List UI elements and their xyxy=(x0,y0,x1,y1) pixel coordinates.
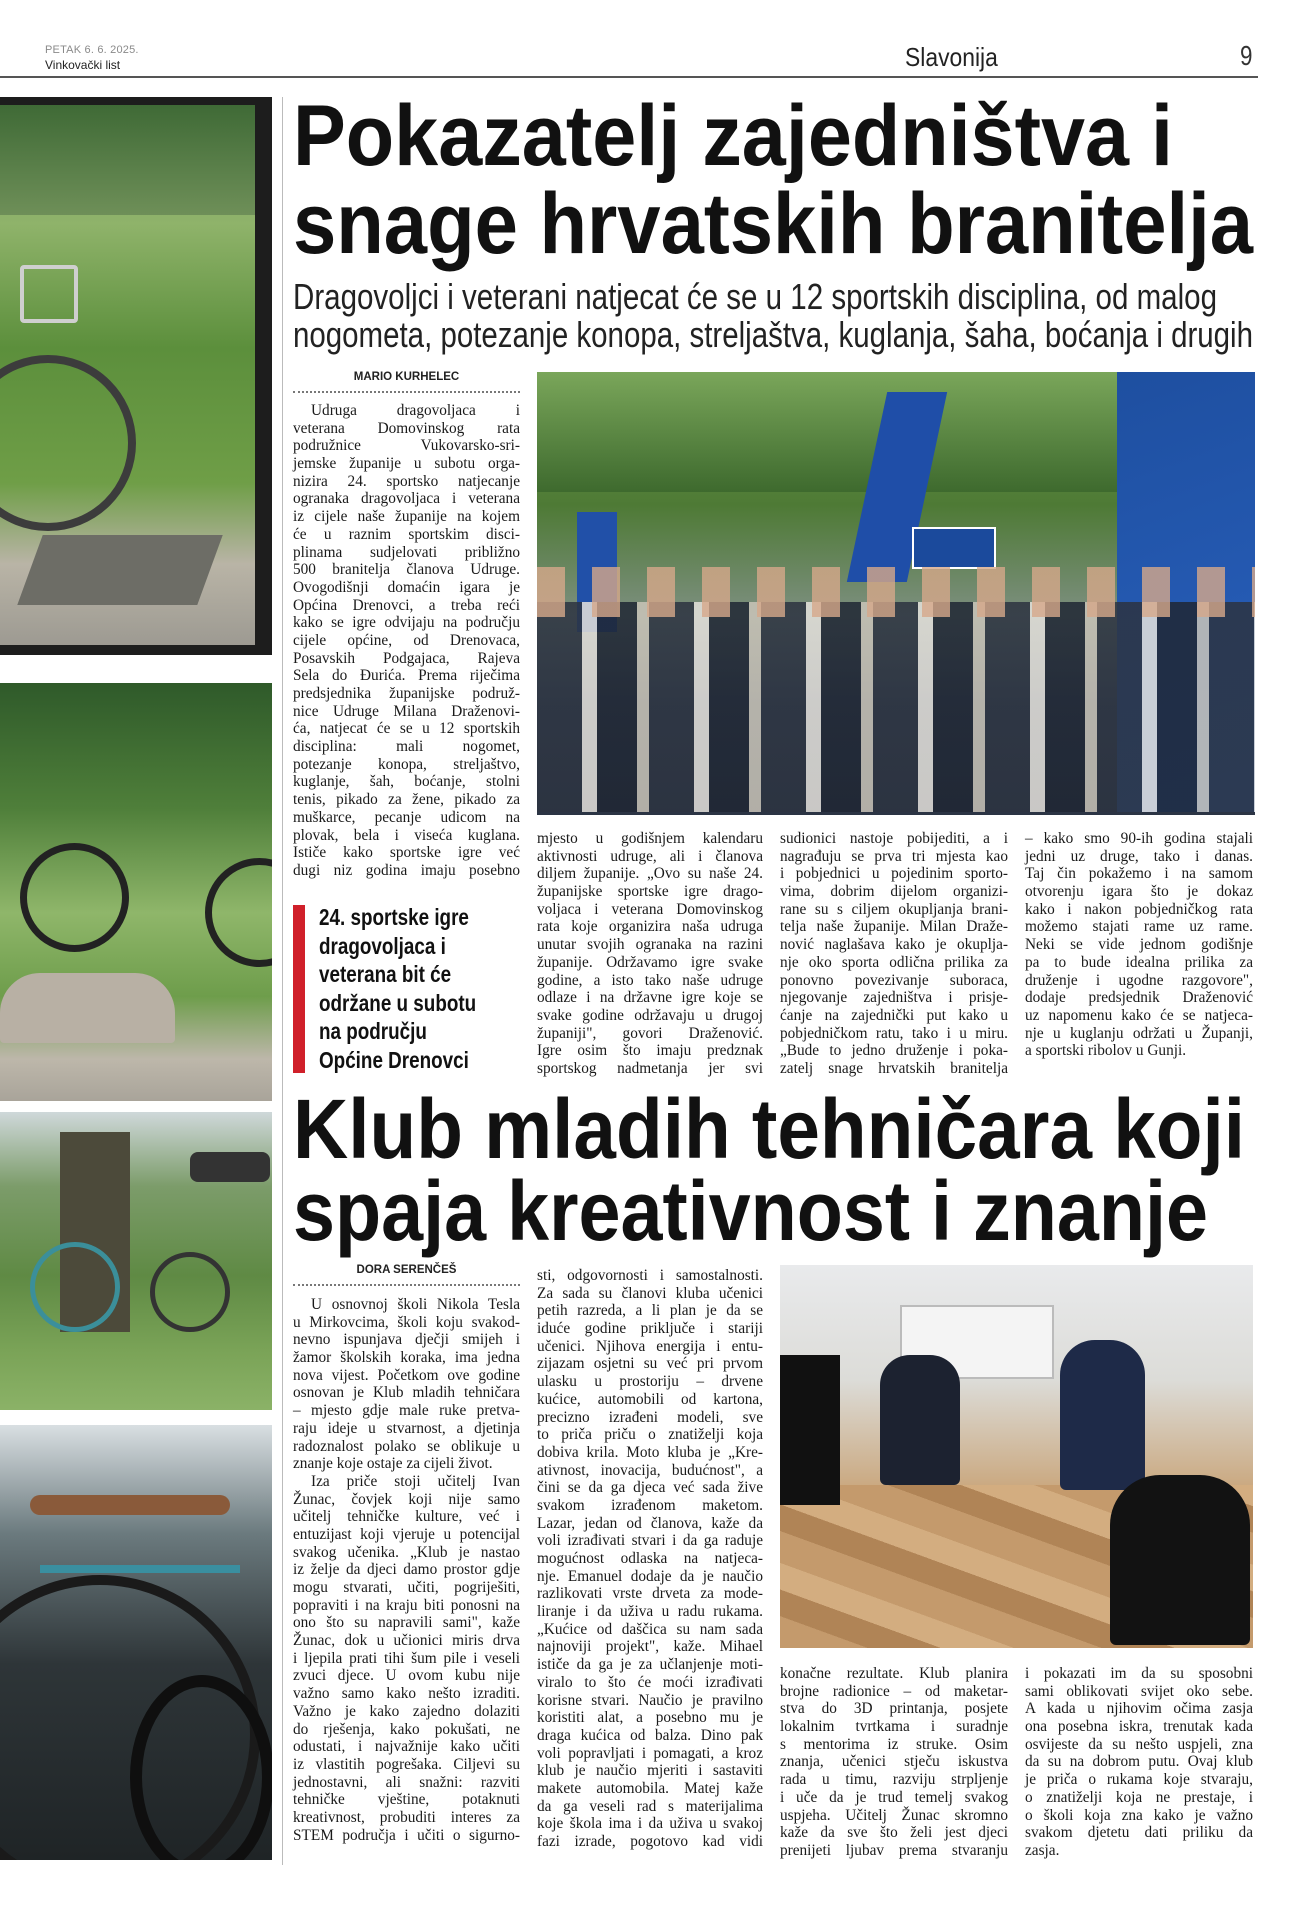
text-line: muškarce, pecanje udicom na xyxy=(293,808,520,826)
text-line: osvijeste da su nešto uspjeli, zna xyxy=(1025,1735,1253,1753)
text-line: zijazam osjetni su već pri prvom xyxy=(537,1355,763,1373)
text-line: njegovanje zajedništva i prisje- xyxy=(780,989,1008,1007)
text-line: i ljepila prati tihi šum pile i veseli xyxy=(293,1649,520,1667)
text-line: žamor školskih koraka, ima jedna xyxy=(293,1349,520,1367)
text-line: godine, a isto tako naše udruge xyxy=(537,971,763,989)
text-line: vima, dobrim dijelom organizi- xyxy=(780,883,1008,901)
text-line: iz cijele naše županije na kojem xyxy=(293,508,520,526)
text-line: nova vijest. Početkom ove godine xyxy=(293,1366,520,1384)
text-line: Taj čin pokažemo i na samom xyxy=(1025,865,1253,883)
text-line: kaže da sve što želi jest djeci xyxy=(780,1824,1008,1842)
text-line: „Bude to jedno druženje i poka- xyxy=(780,1042,1008,1060)
text-line: koje škola ima i da uživa u svakoj xyxy=(537,1815,763,1833)
text-line: i pokazati im da su sposobni xyxy=(1025,1665,1253,1682)
article2-column-3 xyxy=(780,1665,1008,1860)
text-line: do rješenja, kako pokušati, ne xyxy=(293,1720,520,1738)
text-line: popraviti i na kraju biti ponosni na xyxy=(293,1596,520,1614)
text-line: rata koje organizira naša udruga xyxy=(537,918,763,936)
text-line: potezanje konopa, streljaštvo, xyxy=(293,755,520,773)
text-line: konačne rezultate. Klub planira xyxy=(780,1665,1008,1682)
text-line: Udruga dragovoljaca i xyxy=(311,402,520,419)
text-line: nizira 24. sportsko natjecanje xyxy=(293,472,520,490)
text-line: nje. Emanuel dodaje da je naučio xyxy=(537,1567,763,1585)
photo-bikes-tree xyxy=(0,1112,272,1410)
headline-line: spaja kreativnost i znanje xyxy=(293,1164,1208,1258)
photo-park-bicycle xyxy=(0,97,272,655)
text-line: petih razreda, a li plan je da se xyxy=(537,1302,763,1320)
text-line: sami oblikovati svijet oko sebe. xyxy=(1025,1682,1253,1700)
text-line: dodaje predsjednik Draženović xyxy=(1025,989,1253,1007)
text-line: je priča o rukama koje stvaraju, xyxy=(1025,1771,1253,1789)
text-line: Ističe kako sportske igre već xyxy=(293,844,520,862)
text-line: svake godine održavaju u drugoj xyxy=(537,1006,763,1024)
text-line: Za sada su članovi kluba učenici xyxy=(537,1284,763,1302)
text-line: disciplina: mali nogomet, xyxy=(293,738,520,756)
section-title: Slavonija xyxy=(905,42,998,72)
text-line: Žunac, čovjek koji nije samo xyxy=(293,1490,520,1508)
issue-date: PETAK 6. 6. 2025. xyxy=(45,44,139,56)
article1-column-4 xyxy=(1025,830,1253,1060)
text-line: tenis, pikado za žene, pikado za xyxy=(293,791,520,809)
text-line: precizno izrađeni modeli, sve xyxy=(537,1408,763,1426)
header-rule xyxy=(0,76,1258,78)
text-line: makete automobila. Matej kaže xyxy=(537,1779,763,1797)
text-line: a sportski ribolov u Gunji. xyxy=(1025,1042,1187,1060)
text-line: mjesto u godišnjem kalendaru xyxy=(537,830,763,847)
text-line: razlikovati vrste drveta za mode- xyxy=(537,1585,763,1603)
text-line: nevno ispunjava dječji smijeh i xyxy=(293,1331,520,1349)
text-line: predsjednika županijske podruž- xyxy=(293,685,520,702)
text-line: – mjesto gdje male ruke pretva- xyxy=(293,1402,520,1420)
text-line: Žunac, dok u učionici miris drva xyxy=(293,1632,520,1650)
text-line: važno samo kako nešto izraditi. xyxy=(293,1685,520,1703)
text-line: će u raznim sportskim disci- xyxy=(293,525,520,543)
text-line: Sela do Đurića. Prema riječima xyxy=(293,667,520,685)
text-line: dugi niz godina imaju posebno xyxy=(293,861,520,879)
article1-column-2 xyxy=(537,830,763,1078)
text-line: ono što su napravili sami", kaže xyxy=(293,1614,520,1632)
text-line: prenijeti ljubav prema stvaranju xyxy=(780,1841,1008,1859)
text-line: voljaca i veterana Domovinskog xyxy=(537,900,763,918)
text-line: Ovogodišnji domaćin igara je xyxy=(293,578,520,596)
article1-headline xyxy=(293,88,1311,272)
text-line: Posavskih Podgajaca, Rajeva xyxy=(293,649,520,667)
text-line: svakog učenika. „Klub je nastao xyxy=(293,1543,520,1561)
pull-quote-line: 24. sportske igre xyxy=(319,904,469,930)
text-line: sudionici nastoje pobijediti, a i xyxy=(780,830,1008,847)
article2-column-2 xyxy=(537,1267,763,1851)
text-line: brojne radionice – od maketar- xyxy=(780,1682,1008,1700)
pull-quote-line: dragovoljaca i xyxy=(319,932,446,959)
text-line: zasja. xyxy=(1025,1841,1060,1859)
subtitle-line: nogometa, potezanje konopa, streljaštva, kuglanja, šaha, boćanja i drugih xyxy=(293,314,1253,355)
text-line: ća, natjecat će se u 12 sportskih xyxy=(293,720,520,738)
text-line: A kada u njihovim očima zasja xyxy=(1025,1700,1253,1718)
byline-divider xyxy=(293,391,520,393)
text-line: svakom djetetu dati priliku da xyxy=(1025,1824,1253,1842)
text-line: da ga veseli rad s materijalima xyxy=(537,1797,763,1815)
article1-column-3 xyxy=(780,830,1008,1078)
pull-quote-line: održane u subotu xyxy=(319,989,477,1016)
text-line: cijele općine, od Drenovaca, xyxy=(293,631,520,649)
text-line: voli popravljati i pomagati, a kroz xyxy=(537,1744,763,1762)
text-line: U osnovnoj školi Nikola Tesla xyxy=(311,1296,520,1313)
text-line: s mentorima iz struke. Osim xyxy=(780,1735,1008,1753)
pull-quote-line: na području xyxy=(319,1018,427,1044)
article2-column-4 xyxy=(1025,1665,1253,1860)
text-line: osnovan je Klub mladih tehničara xyxy=(293,1384,520,1402)
text-line: koristiti alat, a posebno mu je xyxy=(537,1709,763,1727)
text-line: kućice, automobili od kartona, xyxy=(537,1390,763,1408)
text-line: fazi izrade, pogotovo kad vidi xyxy=(537,1833,763,1850)
text-line: korisne stvari. Naučio je pravilno xyxy=(537,1691,763,1709)
headline-line: Klub mladih tehničara koji xyxy=(293,1082,1245,1176)
text-line: ćanje na zajednički put kako u xyxy=(780,1006,1008,1024)
text-line: Važno je kako zajedno dolaziti xyxy=(293,1702,520,1720)
text-line: uz napomenu kako će se natjeca- xyxy=(1025,1006,1253,1024)
text-line: rada u timu, razviju strpljenje xyxy=(780,1771,1008,1789)
headline-line: snage hrvatskih branitelja xyxy=(293,176,1253,272)
text-line: kako i nakon pobjedničkog rata xyxy=(1025,900,1253,918)
column-separator xyxy=(282,97,283,1865)
text-line: svakom izrađenom maketom. xyxy=(537,1496,763,1514)
text-line: unutar svojih ogranaka na razini xyxy=(537,936,763,954)
text-line: tehničke vještine, potaknuti xyxy=(293,1791,520,1809)
byline-divider xyxy=(293,1284,520,1286)
article2-headline xyxy=(293,1082,1311,1258)
text-line: veterana Domovinskog rata xyxy=(293,419,520,437)
text-line: sportskog nadmetanja jer svi xyxy=(537,1059,763,1077)
text-line: Igre osim što imaju predznak xyxy=(537,1042,763,1060)
text-line: znanja, učenici stječu iskustva xyxy=(780,1753,1008,1771)
text-line: učenici. Njihova energija i entu- xyxy=(537,1337,763,1355)
text-line: uspjeha. Učitelj Žunac skromno xyxy=(780,1806,1008,1824)
text-line: nje u kuglanju održati u Županji, xyxy=(1025,1024,1253,1042)
text-line: odustati, i najvažnije kako učiti xyxy=(293,1738,520,1756)
text-line: plovak, bela i viseća kuglana. xyxy=(293,826,520,844)
text-line: jedni uz druge, tako i danas. xyxy=(1025,847,1253,865)
text-line: druženje i ugodne razgovore", xyxy=(1025,971,1253,989)
text-line: pa to bude idealna prilika za xyxy=(1025,953,1253,971)
text-line: entuzijast koji vjeruje u potencijal xyxy=(293,1525,520,1543)
newspaper-name: Vinkovački list xyxy=(45,58,121,72)
photo-veterans-flags xyxy=(537,372,1255,815)
text-line: rane su s ciljem okupljanja brani- xyxy=(780,900,1008,918)
photo-bikes-closeup xyxy=(0,1425,272,1860)
article1-column-1 xyxy=(293,402,520,880)
text-line: 500 branitelja članova Udruge. xyxy=(293,561,520,579)
text-line: viralo to što će moći izrađivati xyxy=(537,1673,763,1691)
text-line: znanje koje ostaje za cijeli život. xyxy=(293,1455,493,1473)
text-line: Općina Drenovci, a treba reći xyxy=(293,596,520,614)
text-line: voli izrađivati stvari i da ga raduje xyxy=(537,1532,763,1550)
text-line: iz želje da djeci damo prostor gdje xyxy=(293,1561,520,1579)
text-line: ulasku u prostoriju – drvene xyxy=(537,1373,763,1391)
text-line: dobiva krila. Moto kluba je „Kre- xyxy=(537,1443,763,1461)
text-line: radoznalost polako se oblikuje u xyxy=(293,1437,520,1455)
article2-column-1 xyxy=(293,1296,520,1844)
text-line: zvuci djece. U ovom kubu nije xyxy=(293,1667,520,1685)
text-line: nice Udruge Milana Draženovi- xyxy=(293,702,520,720)
text-line: županiji", govori Draženović. xyxy=(537,1024,763,1042)
text-line: klub je naučio mjeriti i sastaviti xyxy=(537,1762,763,1780)
text-line: stva do 3D printanja, posjete xyxy=(780,1700,1008,1718)
text-line: to priča priču o znatiželji koja xyxy=(537,1426,763,1444)
text-line: lokalnim tvrtkama i suradnje xyxy=(780,1718,1008,1736)
text-line: plinama sudjelovati približno xyxy=(293,543,520,561)
text-line: i uče da je trud temelj svakog xyxy=(780,1788,1008,1806)
headline-line: Pokazatelj zajedništva i xyxy=(293,88,1173,184)
text-line: otvorenju igara što je dokaz xyxy=(1025,883,1253,901)
pull-quote-text xyxy=(319,903,511,1074)
text-line: Lazar, jedan od članova, kaže da xyxy=(537,1514,763,1532)
text-line: liranje i da uživa u radu rukama. xyxy=(537,1603,763,1621)
text-line: zatelj snage hrvatskih branitelja xyxy=(780,1059,1008,1077)
text-line: jemske županije u subotu orga- xyxy=(293,455,520,473)
text-line: pobjedničkom ratu, tako i u miru. xyxy=(780,1024,1008,1042)
text-line: „Kućice od daščica su nam sada xyxy=(537,1620,763,1638)
text-line: ističe da ga je za učlanjenje moti- xyxy=(537,1656,763,1674)
text-line: iduće godine priključe i stariji xyxy=(537,1320,763,1338)
text-line: Iza priče stoji učitelj Ivan xyxy=(311,1472,520,1490)
photo-classroom-children xyxy=(780,1265,1253,1648)
text-line: STEM područja i učiti o sigurno- xyxy=(293,1826,520,1844)
photo-bikes-rack xyxy=(0,683,272,1101)
text-line: županije. Održavamo igre svake xyxy=(537,953,763,971)
article1-byline: MARIO KURHELEC xyxy=(353,371,460,383)
text-line: Neki se vide jednom godišnje xyxy=(1025,936,1253,954)
text-line: telja naše županije. Milan Draže- xyxy=(780,918,1008,936)
text-line: županijske sportske igre drago- xyxy=(537,883,763,901)
text-line: učitelj tehničke kulture, već i xyxy=(293,1508,520,1526)
subtitle-line: Dragovoljci i veterani natjecat će se u 12 sportskih disciplina, od malog xyxy=(293,276,1217,317)
text-line: čini se da ga djeca već sada žive xyxy=(537,1479,763,1497)
text-line: nović naglašava kako je okuplja- xyxy=(780,936,1008,954)
text-line: možemo stajati rame uz rame. xyxy=(1025,918,1253,936)
text-line: diljem županije. „Ovo su naše 24. xyxy=(537,865,763,883)
text-line: mogućnost odlaska na natjeca- xyxy=(537,1550,763,1567)
text-line: o školi koja zna kako je važno xyxy=(1025,1806,1253,1824)
pull-quote-line: Općine Drenovci xyxy=(319,1046,469,1073)
text-line: jednostavni, ali snažni: razviti xyxy=(293,1773,520,1791)
article1-subtitle xyxy=(293,278,1311,354)
text-line: aktivnosti udruge, ali i članova xyxy=(537,847,763,865)
text-line: kako se igre odvijaju na području xyxy=(293,614,520,632)
text-line: – kako smo 90-ih godina stajali xyxy=(1025,830,1253,847)
text-line: kuglanje, šah, boćanje, stolni xyxy=(293,773,520,791)
text-line: ponovno povezivanje suboraca, xyxy=(780,971,1008,989)
text-line: ogranaka dragovoljaca i veterana xyxy=(293,490,520,508)
page-number: 9 xyxy=(1240,40,1253,71)
text-line: podružnice Vukovarsko-sri- xyxy=(293,437,520,455)
text-line: i pobjednici u pojedinim sporto- xyxy=(780,865,1008,883)
text-line: najnoviji projekt", kaže. Mihael xyxy=(537,1638,763,1656)
text-line: nagrađuju se prva tri mjesta kao xyxy=(780,847,1008,865)
text-line: iz vlastitih pogrešaka. Ciljevi su xyxy=(293,1755,520,1773)
text-line: kreativnost, probuditi interes za xyxy=(293,1808,520,1826)
text-line: sti, odgovornosti i samostalnosti. xyxy=(537,1267,763,1284)
text-line: da su na dobrom putu. Ovaj klub xyxy=(1025,1753,1253,1771)
text-line: nje oko sporta odlična prilika za xyxy=(780,953,1008,971)
text-line: u Mirkovcima, školi koju svakod- xyxy=(293,1313,520,1331)
text-line: odlaze i na državne igre koje se xyxy=(537,989,763,1007)
text-line: draga kućica od balza. Dino pak xyxy=(537,1726,763,1744)
article2-byline: DORA SERENČEŠ xyxy=(356,1264,457,1276)
pull-quote-bar xyxy=(293,905,305,1073)
text-line: raju ideje u stvarnost, a djetinja xyxy=(293,1419,520,1437)
text-line: o znatiželji koja ne prestaje, i xyxy=(1025,1788,1253,1806)
text-line: ativnost, inovacija, budućnost", a xyxy=(537,1461,763,1479)
text-line: mogu stvarati, učiti, pogriješiti, xyxy=(293,1579,520,1596)
pull-quote-line: veterana bit će xyxy=(319,961,452,987)
text-line: ona posebna iskra, trenutak kada xyxy=(1025,1718,1253,1736)
